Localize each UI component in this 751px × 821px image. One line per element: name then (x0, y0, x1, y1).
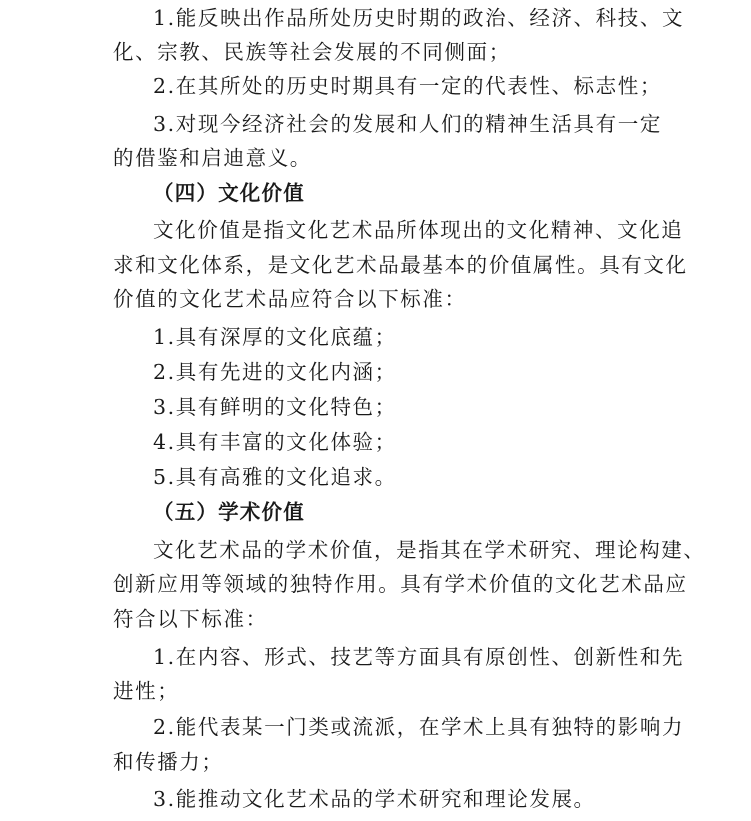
cultural-criteria-item-4: 4.具有丰富的文化体验； (153, 430, 397, 454)
academic-value-paragraph-line-3: 符合以下标准： (113, 607, 268, 631)
academic-value-paragraph-line-2: 创新应用等领域的独特作用。具有学术价值的文化艺术品应 (113, 572, 688, 596)
academic-criteria-item-2-line-1: 2.能代表某一门类或流派，在学术上具有独特的影响力 (153, 715, 685, 739)
academic-criteria-item-1-line-1: 1.在内容、形式、技艺等方面具有原创性、创新性和先 (153, 645, 685, 669)
cultural-criteria-item-2: 2.具有先进的文化内涵； (153, 360, 397, 384)
cultural-criteria-item-1: 1.具有深厚的文化底蕴； (153, 325, 397, 349)
section-heading-cultural-value: （四）文化价值 (153, 181, 305, 205)
academic-criteria-item-2-line-2: 和传播力； (113, 750, 224, 774)
section-heading-academic-value: （五）学术价值 (153, 500, 305, 524)
criteria-item-2: 2.在其所处的历史时期具有一定的代表性、标志性； (153, 74, 662, 98)
criteria-item-1-line-1: 1.能反映出作品所处历史时期的政治、经济、科技、文 (153, 6, 685, 30)
cultural-value-paragraph-line-3: 价值的文化艺术品应符合以下标准： (113, 287, 467, 311)
cultural-criteria-item-5: 5.具有高雅的文化追求。 (153, 465, 397, 489)
cultural-value-paragraph-line-2: 求和文化体系，是文化艺术品最基本的价值属性。具有文化 (113, 253, 688, 277)
criteria-item-1-line-2: 化、宗教、民族等社会发展的不同侧面； (113, 40, 511, 64)
cultural-criteria-item-3: 3.具有鲜明的文化特色； (153, 395, 397, 419)
academic-criteria-item-1-line-2: 进性； (113, 679, 180, 703)
academic-value-paragraph-line-1: 文化艺术品的学术价值，是指其在学术研究、理论构建、 (153, 538, 706, 562)
cultural-value-paragraph-line-1: 文化价值是指文化艺术品所体现出的文化精神、文化追 (153, 218, 684, 242)
academic-criteria-item-3: 3.能推动文化艺术品的学术研究和理论发展。 (153, 787, 596, 811)
criteria-item-3-line-2: 的借鉴和启迪意义。 (113, 146, 312, 170)
criteria-item-3-line-1: 3.对现今经济社会的发展和人们的精神生活具有一定 (153, 112, 662, 136)
